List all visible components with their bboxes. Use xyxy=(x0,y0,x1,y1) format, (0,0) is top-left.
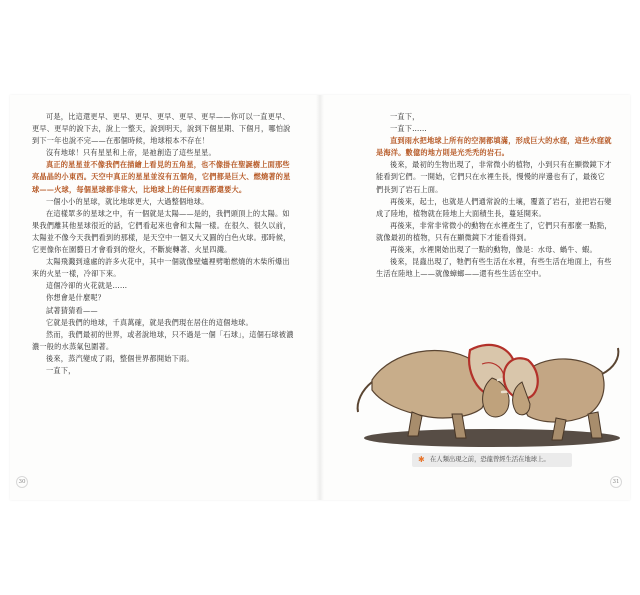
star-icon: ✱ xyxy=(418,455,425,464)
paragraph: 一直下…… xyxy=(390,124,427,134)
ground-shadow xyxy=(364,429,620,447)
paragraph: 你想會是什麼呢？ xyxy=(46,293,106,303)
illustration-caption xyxy=(412,453,572,467)
left-dinosaur xyxy=(358,345,528,438)
paragraph: 一直下， xyxy=(46,365,76,375)
paragraph: 這個冷卻的火花就是…… xyxy=(46,281,128,291)
right-page-text xyxy=(376,111,612,280)
right-dinosaur xyxy=(504,348,619,440)
paragraph: 再後來，非常非常微小的動物在水裡產生了，它們只有那麼一點點，就像最初的植物，只有在顯微鏡下才能看得到。 xyxy=(376,220,612,242)
left-page xyxy=(10,95,320,500)
paragraph: 一個小小的星球，就比地球更大，大過整個地球。 xyxy=(46,196,209,206)
paragraph: 後來，昆蟲出現了，牠們有些生活在水裡，有些生活在地面上，有些生活在陸地上——就像蟑螂——還有些生活在空中。 xyxy=(376,257,612,279)
left-page-text xyxy=(32,111,294,377)
paragraph: 後來，最初的生物出現了，非常微小的植物，小到只有在顯微鏡下才能看到它們。一開始，它們只在水裡生長，慢慢的岸邊也有了，最後它們長到了岩石上面。 xyxy=(376,160,612,194)
paragraph: 試著猜猜看—— xyxy=(46,305,98,315)
paragraph: 再後來，水裡開始出現了一點的動物，像是：水母、蝸牛、蝦。 xyxy=(390,245,597,255)
paragraph: 在這樣眾多的星球之中，有一個就是太陽——是的，我們頭頂上的太陽。如果我們離其他星球很近的話，它們看起來也會和太陽一樣。在很久、很久以前，太陽並不像今天我們看到的那樣，是天空中一個又大又圓的白色火球。那時候，它更像你在園藝日才會看到的燈火，不斷旋轉著、火星四濺。 xyxy=(32,208,291,255)
paragraph: 後來，蒸汽變成了雨，整個世界都開始下雨。 xyxy=(46,353,194,363)
paragraph: 一直下， xyxy=(390,112,420,121)
paragraph: 再後來，起士，也就是人們通常說的土壤，覆蓋了岩石，並把岩石變成了陸地，植物就在陸地上大面積生長，蔓延開來。 xyxy=(376,196,612,218)
paragraph: 可是，比這還更早、更早、更早、更早、更早、更早——你可以一直更早、更早、更早的說下去，說上一整天，說到明天，說到下個星期、下個月，哪怕說到下一年也說不完——在那個時候，地球根本不存在！ xyxy=(32,112,291,146)
highlighted-paragraph: 直到雨水把地球上所有的空洞都填滿，形成巨大的水窪，這些水窪就是海洋。數億的地方則是光禿禿的岩石。 xyxy=(376,136,612,158)
highlighted-paragraph: 真正的星星並不像我們在描繪上看見的五角星，也不像掛在聖誕樹上面那些亮晶晶的小東西。天空中真正的星星並沒有五個角，它們都是巨大、燃燒著的星球——火球，每個星球都非常大，比地球上的任何東西都還要大。 xyxy=(32,160,291,194)
caption-text: 在人類出現之前，恐龍曾經生活在地球上。 xyxy=(430,456,550,463)
paragraph: 它就是我們的地球，千真萬確，就是我們現在居住的這個地球。 xyxy=(46,317,253,327)
right-page xyxy=(320,95,630,500)
left-page-number: 30 xyxy=(16,476,28,488)
paragraph: 沒有地球！只有星星和上帝，是祂創造了這些星星。 xyxy=(46,148,216,158)
paragraph: 然而，我們最初的世界，或者說地球，只不過是一個「石球」，這個石球被濃濃一般的水蒸氣包圍著。 xyxy=(32,329,294,351)
right-page-number: 31 xyxy=(610,476,622,488)
dinosaurs-fighting-illustration xyxy=(352,320,622,450)
paragraph: 太陽飛濺到遠處的許多火花中，其中一個就像壁爐裡劈啪燃燒的木柴所爆出來的火星一樣，冷卻下來。 xyxy=(32,257,290,279)
book-spread xyxy=(10,95,630,500)
